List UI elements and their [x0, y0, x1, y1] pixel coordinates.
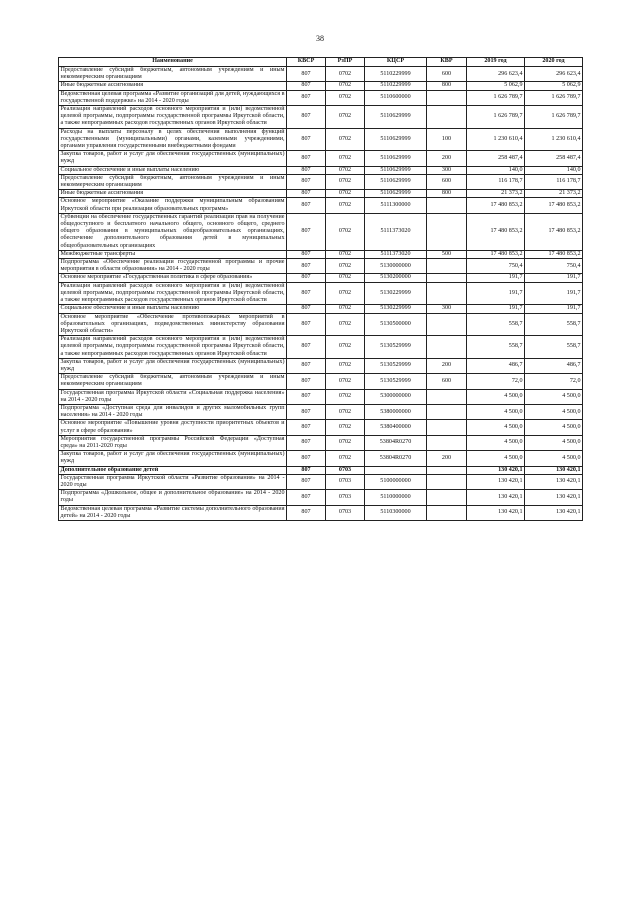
table-row — [59, 466, 583, 474]
cell-2019: 258 487,4 — [467, 151, 525, 166]
cell-kvsr: 807 — [287, 466, 326, 474]
cell-rzpr: 0702 — [326, 190, 365, 198]
cell-kcsr: 5110629999 — [365, 166, 427, 174]
table-row — [59, 358, 583, 373]
cell-2020: 1 626 789,7 — [525, 106, 583, 129]
cell-kcsr: 5110629999 — [365, 151, 427, 166]
cell-2019: 130 420,1 — [467, 505, 525, 520]
cell-kcsr: 5110629999 — [365, 128, 427, 151]
cell-kvsr: 807 — [287, 435, 326, 450]
cell-2020: 4 500,0 — [525, 435, 583, 450]
cell-name: Реализация направлений расходов основного мероприятия и (или) ведомственной целевой программы, подпрограммы государственной программы Иркутской области, а также непрограммных расходов государственных органов Иркутской области — [60, 282, 285, 304]
cell-rzpr: 0702 — [326, 282, 365, 305]
cell-kvsr: 807 — [287, 490, 326, 505]
cell-name: Иные бюджетные ассигнования — [59, 190, 287, 198]
table-row — [59, 190, 583, 198]
cell-kcsr: 5111300000 — [365, 198, 427, 213]
cell-2020: 296 623,4 — [525, 67, 583, 82]
budget-table — [58, 57, 583, 521]
cell-2020: 1 230 610,4 — [525, 128, 583, 151]
cell-kvr: 200 — [427, 358, 467, 373]
cell-2020: 558,7 — [525, 336, 583, 359]
cell-2020: 5 062,9 — [525, 82, 583, 90]
page-number: 38 — [316, 34, 324, 43]
cell-2020: 17 480 853,2 — [525, 250, 583, 258]
cell-kvr: 200 — [427, 151, 467, 166]
cell-kcsr: 5110629999 — [365, 174, 427, 189]
cell-2020: 72,0 — [525, 374, 583, 389]
cell-kcsr: 5380000000 — [365, 404, 427, 419]
cell-2020: 17 480 853,2 — [525, 198, 583, 213]
cell-kcsr: 5130500000 — [365, 313, 427, 336]
cell-2019: 1 626 789,7 — [467, 106, 525, 129]
cell-rzpr: 0702 — [326, 106, 365, 129]
header-2020: 2020 год — [525, 58, 583, 67]
table-row — [59, 198, 583, 213]
cell-rzpr: 0703 — [326, 474, 365, 489]
cell-kcsr: 5130529999 — [365, 336, 427, 359]
cell-name: Подпрограмма «Доступная среда для инвалидов и других маломобильных групп населения» на 2014 - 2020 годы — [60, 404, 285, 419]
cell-name: Субвенции на обеспечение государственных гарантий реализации прав на получение общедоступного и бесплатного начального общего, основного общего, среднего общего образования в муниципальных общеобразовательных организациях, обеспечение дополнительного образования детей в муниципальных общеобразовательных организациях — [60, 213, 285, 249]
cell-2020: 191,7 — [525, 282, 583, 305]
cell-2019: 4 500,0 — [467, 404, 525, 419]
table-row — [59, 420, 583, 435]
table-row — [59, 128, 583, 151]
cell-2019: 191,7 — [467, 305, 525, 313]
cell-kvsr: 807 — [287, 313, 326, 336]
cell-2019: 116 178,7 — [467, 174, 525, 189]
cell-name: Социальное обеспечение и иные выплаты населению — [59, 305, 287, 313]
cell-2019: 17 480 853,2 — [467, 213, 525, 250]
cell-2020: 4 500,0 — [525, 451, 583, 466]
cell-kvr — [427, 435, 467, 450]
cell-name: Основное мероприятие «Обеспечение противопожарных мероприятий в образовательных организациях, подведомственных министерству образования Иркутской области» — [60, 313, 285, 334]
table-row — [59, 451, 583, 466]
cell-name: Основное мероприятие «Государственная политика в сфере образования» — [59, 274, 287, 282]
cell-kvr — [427, 420, 467, 435]
cell-rzpr: 0702 — [326, 90, 365, 105]
cell-rzpr: 0702 — [326, 389, 365, 404]
cell-kvr — [427, 404, 467, 419]
cell-kcsr: 5111373020 — [365, 213, 427, 250]
table-row — [59, 374, 583, 389]
cell-kvr — [427, 274, 467, 282]
table-body — [59, 67, 583, 521]
cell-rzpr: 0702 — [326, 166, 365, 174]
cell-rzpr: 0702 — [326, 250, 365, 258]
table-row — [59, 274, 583, 282]
cell-name: Реализация направлений расходов основного мероприятия и (или) ведомственной целевой программы, подпрограммы государственной программы Иркутской области, а также непрограммных расходов государственных органов Иркутской области — [60, 106, 285, 127]
cell-kvr: 800 — [427, 82, 467, 90]
cell-name: Закупка товаров, работ и услуг для обеспечения государственных (муниципальных) нужд — [60, 151, 285, 165]
cell-kvr — [427, 106, 467, 129]
cell-kcsr: 5110300000 — [365, 505, 427, 520]
cell-kvsr: 807 — [287, 250, 326, 258]
cell-kvr — [427, 90, 467, 105]
cell-kcsr: 5130529999 — [365, 374, 427, 389]
cell-kvsr: 807 — [287, 67, 326, 82]
cell-2019: 750,4 — [467, 259, 525, 274]
cell-rzpr: 0702 — [326, 305, 365, 313]
table-header-row — [59, 58, 583, 67]
cell-2020: 486,7 — [525, 358, 583, 373]
cell-name: Закупка товаров, работ и услуг для обеспечения государственных (муниципальных) нужд — [60, 358, 285, 372]
cell-rzpr: 0703 — [326, 505, 365, 520]
cell-kvsr: 807 — [287, 151, 326, 166]
table-row — [59, 282, 583, 305]
cell-2020: 130 420,1 — [525, 466, 583, 474]
cell-name: Подпрограмма «Обеспечение реализации государственной программы и прочие мероприятия в области образования» на 2014 - 2020 годы — [60, 259, 285, 273]
cell-2020: 4 500,0 — [525, 389, 583, 404]
cell-rzpr: 0703 — [326, 490, 365, 505]
cell-kvr: 800 — [427, 190, 467, 198]
table-row — [59, 305, 583, 313]
cell-2020: 4 500,0 — [525, 404, 583, 419]
cell-2020: 558,7 — [525, 313, 583, 336]
cell-name: Реализация направлений расходов основного мероприятия и (или) ведомственной целевой программы, подпрограммы государственной программы Иркутской области, а также непрограммных расходов государственных органов Иркутской области — [60, 336, 285, 357]
cell-kvr — [427, 213, 467, 250]
cell-rzpr: 0702 — [326, 374, 365, 389]
cell-name: Иные бюджетные ассигнования — [59, 82, 287, 90]
cell-kvr — [427, 336, 467, 359]
cell-rzpr: 0703 — [326, 466, 365, 474]
cell-kvsr: 807 — [287, 213, 326, 250]
cell-rzpr: 0702 — [326, 213, 365, 250]
table-row — [59, 213, 583, 250]
cell-2019: 4 500,0 — [467, 435, 525, 450]
cell-2019: 296 623,4 — [467, 67, 525, 82]
cell-2019: 130 420,1 — [467, 466, 525, 474]
cell-kvsr: 807 — [287, 451, 326, 466]
table-row — [59, 166, 583, 174]
cell-2019: 130 420,1 — [467, 474, 525, 489]
cell-name: Ведомственная целевая программа «Развитие системы дополнительного образования детей» на 2014 - 2020 годы — [60, 505, 285, 519]
table-row — [59, 313, 583, 336]
cell-kvsr: 807 — [287, 404, 326, 419]
cell-2020: 258 487,4 — [525, 151, 583, 166]
cell-rzpr: 0702 — [326, 313, 365, 336]
table-row — [59, 404, 583, 419]
cell-name: Основное мероприятие «Повышение уровня доступности приоритетных объектов и услуг в сфере образования» — [60, 420, 285, 434]
cell-name: Закупка товаров, работ и услуг для обеспечения государственных (муниципальных) нужд — [60, 451, 285, 465]
cell-rzpr: 0702 — [326, 274, 365, 282]
table-row — [59, 435, 583, 450]
cell-rzpr: 0702 — [326, 451, 365, 466]
cell-kvsr: 807 — [287, 282, 326, 305]
cell-2020: 191,7 — [525, 274, 583, 282]
table-row — [59, 389, 583, 404]
cell-name: Ведомственная целевая программа «Развитие организаций для детей, нуждающихся в государственной поддержке» на 2014 - 2020 годы — [60, 90, 285, 104]
cell-kcsr: 5110629999 — [365, 190, 427, 198]
cell-kcsr: 53804R0270 — [365, 435, 427, 450]
cell-kcsr: 5110229999 — [365, 67, 427, 82]
cell-kcsr: 5111373020 — [365, 250, 427, 258]
cell-kcsr: 5110000000 — [365, 490, 427, 505]
cell-kvr: 600 — [427, 174, 467, 189]
cell-name: Предоставление субсидий бюджетным, автономным учреждениям и иным некоммерческим организациям — [60, 67, 285, 81]
table-row — [59, 106, 583, 129]
cell-kvr — [427, 490, 467, 505]
cell-2019: 191,7 — [467, 274, 525, 282]
cell-2019: 4 500,0 — [467, 451, 525, 466]
cell-2020: 1 626 789,7 — [525, 90, 583, 105]
cell-kvsr: 807 — [287, 358, 326, 373]
cell-kvr: 300 — [427, 166, 467, 174]
header-rzpr: РзПР — [326, 58, 365, 67]
cell-name: Предоставление субсидий бюджетным, автономным учреждениям и иным некоммерческим организациям — [60, 374, 285, 388]
cell-2020: 4 500,0 — [525, 420, 583, 435]
cell-kcsr: 5380400000 — [365, 420, 427, 435]
cell-kvsr: 807 — [287, 259, 326, 274]
cell-kvr: 600 — [427, 374, 467, 389]
cell-kvsr: 807 — [287, 389, 326, 404]
cell-2019: 1 230 610,4 — [467, 128, 525, 151]
cell-2020: 21 373,2 — [525, 190, 583, 198]
table-row — [59, 505, 583, 520]
cell-name: Мероприятия государственной программы Российской Федерации «Доступная среда» на 2011-2020 годы — [60, 435, 285, 449]
cell-rzpr: 0702 — [326, 435, 365, 450]
cell-kvr: 500 — [427, 250, 467, 258]
cell-kvsr: 807 — [287, 374, 326, 389]
cell-2020: 130 420,1 — [525, 505, 583, 520]
cell-2020: 130 420,1 — [525, 490, 583, 505]
cell-2020: 17 480 853,2 — [525, 213, 583, 250]
cell-rzpr: 0702 — [326, 128, 365, 151]
table-row — [59, 259, 583, 274]
cell-kvr: 200 — [427, 451, 467, 466]
cell-kcsr: 5110600000 — [365, 90, 427, 105]
cell-kcsr: 5130000000 — [365, 259, 427, 274]
cell-rzpr: 0702 — [326, 259, 365, 274]
cell-rzpr: 0702 — [326, 151, 365, 166]
table-row — [59, 474, 583, 489]
cell-kvr — [427, 282, 467, 305]
cell-kcsr: 5110229999 — [365, 82, 427, 90]
table-row — [59, 90, 583, 105]
cell-kvsr: 807 — [287, 128, 326, 151]
cell-kcsr: 53804R0270 — [365, 451, 427, 466]
cell-2019: 486,7 — [467, 358, 525, 373]
cell-name: Основное мероприятие «Оказание поддержки муниципальным образованиям Иркутской области при реализации образовательных программ» — [60, 198, 285, 212]
cell-2020: 750,4 — [525, 259, 583, 274]
cell-kvr — [427, 474, 467, 489]
table-row — [59, 250, 583, 258]
cell-kvr — [427, 259, 467, 274]
header-kvsr: КВСР — [287, 58, 326, 67]
cell-2020: 191,7 — [525, 305, 583, 313]
cell-rzpr: 0702 — [326, 404, 365, 419]
cell-kcsr: 5130529999 — [365, 358, 427, 373]
cell-name: Дополнительное образование детей — [59, 466, 287, 474]
cell-rzpr: 0702 — [326, 358, 365, 373]
cell-kvsr: 807 — [287, 474, 326, 489]
table-row — [59, 174, 583, 189]
cell-2019: 558,7 — [467, 313, 525, 336]
cell-2019: 17 480 853,2 — [467, 250, 525, 258]
header-2019: 2019 год — [467, 58, 525, 67]
cell-2020: 140,0 — [525, 166, 583, 174]
cell-name: Социальное обеспечение и иные выплаты населению — [59, 166, 287, 174]
cell-2019: 17 480 853,2 — [467, 198, 525, 213]
cell-2019: 191,7 — [467, 282, 525, 305]
cell-2019: 130 420,1 — [467, 490, 525, 505]
cell-kcsr: 5130229999 — [365, 282, 427, 305]
cell-2019: 1 626 789,7 — [467, 90, 525, 105]
header-kvr: КВР — [427, 58, 467, 67]
cell-name: Государственная программа Иркутской области «Развитие образования» на 2014 - 2020 годы — [60, 474, 285, 488]
cell-2020: 116 178,7 — [525, 174, 583, 189]
cell-kcsr: 5130229999 — [365, 305, 427, 313]
table-row — [59, 490, 583, 505]
cell-kvsr: 807 — [287, 166, 326, 174]
cell-2019: 140,0 — [467, 166, 525, 174]
cell-rzpr: 0702 — [326, 198, 365, 213]
cell-kvsr: 807 — [287, 190, 326, 198]
cell-kcsr: 5300000000 — [365, 389, 427, 404]
cell-2019: 4 500,0 — [467, 420, 525, 435]
cell-2019: 72,0 — [467, 374, 525, 389]
table-row — [59, 336, 583, 359]
cell-kvr — [427, 466, 467, 474]
cell-kvsr: 807 — [287, 90, 326, 105]
cell-kvsr: 807 — [287, 106, 326, 129]
cell-kvr: 600 — [427, 67, 467, 82]
cell-kvsr: 807 — [287, 174, 326, 189]
cell-kcsr: 5110629999 — [365, 106, 427, 129]
table-row — [59, 82, 583, 90]
cell-kvsr: 807 — [287, 505, 326, 520]
cell-kvsr: 807 — [287, 305, 326, 313]
table-row — [59, 151, 583, 166]
cell-2019: 558,7 — [467, 336, 525, 359]
cell-kvsr: 807 — [287, 420, 326, 435]
cell-kvr — [427, 198, 467, 213]
cell-rzpr: 0702 — [326, 336, 365, 359]
header-kcsr: КЦСР — [365, 58, 427, 67]
cell-kcsr — [365, 466, 427, 474]
cell-2019: 5 062,9 — [467, 82, 525, 90]
cell-rzpr: 0702 — [326, 420, 365, 435]
cell-name: Государственная программа Иркутской области «Социальная поддержка населения» на 2014 - 2020 годы — [60, 389, 285, 403]
cell-2019: 21 373,2 — [467, 190, 525, 198]
cell-kvsr: 807 — [287, 198, 326, 213]
table-row — [59, 67, 583, 82]
cell-2019: 4 500,0 — [467, 389, 525, 404]
cell-rzpr: 0702 — [326, 67, 365, 82]
cell-2020: 130 420,1 — [525, 474, 583, 489]
cell-name: Подпрограмма «Дошкольное, общее и дополнительное образование» на 2014 - 2020 годы — [60, 490, 285, 504]
cell-kvr — [427, 313, 467, 336]
cell-kvr — [427, 389, 467, 404]
cell-kvr: 300 — [427, 305, 467, 313]
cell-kvr — [427, 505, 467, 520]
cell-kcsr: 5130200000 — [365, 274, 427, 282]
cell-name: Расходы на выплаты персоналу в целях обеспечения выполнения функций государственными (муниципальными) органами, казенными учреждениями, органами управления государственными внебюджетными фондами — [60, 128, 285, 150]
header-name: Наименование — [59, 58, 287, 67]
cell-rzpr: 0702 — [326, 174, 365, 189]
cell-kvsr: 807 — [287, 82, 326, 90]
cell-kvsr: 807 — [287, 274, 326, 282]
cell-name: Межбюджетные трансферты — [59, 250, 287, 258]
cell-kvsr: 807 — [287, 336, 326, 359]
cell-kcsr: 5100000000 — [365, 474, 427, 489]
cell-rzpr: 0702 — [326, 82, 365, 90]
cell-kvr: 100 — [427, 128, 467, 151]
cell-name: Предоставление субсидий бюджетным, автономным учреждениям и иным некоммерческим организациям — [60, 174, 285, 189]
